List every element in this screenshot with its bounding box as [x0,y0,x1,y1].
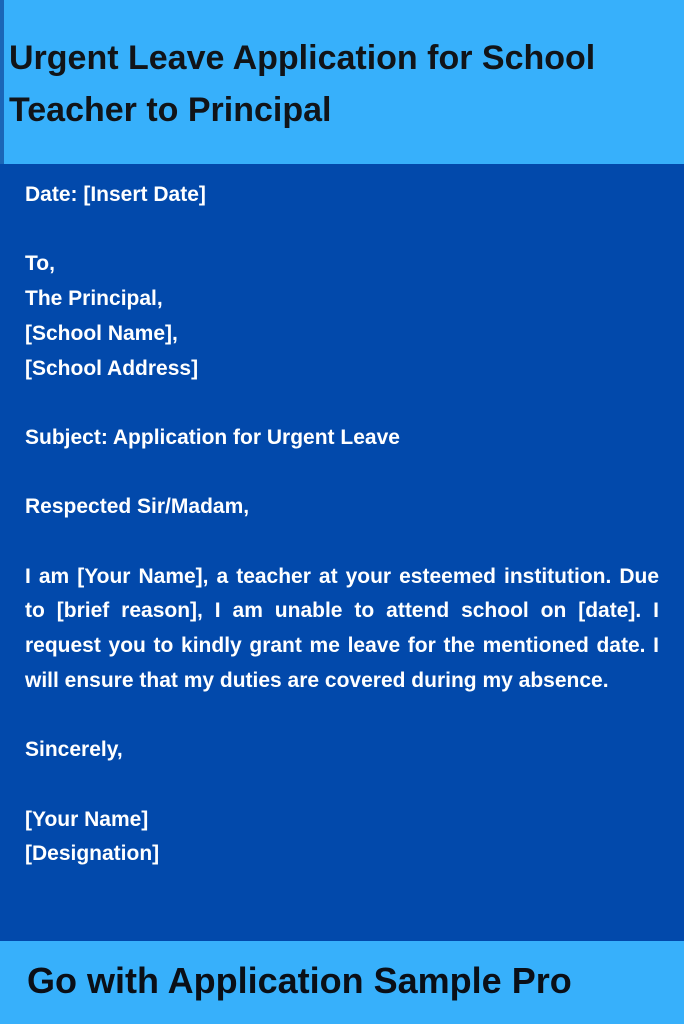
page-title: Urgent Leave Application for School Teacher to Principal [9,39,596,129]
address-to: To, [25,252,55,276]
address-recipient: The Principal, [25,287,163,311]
address-school-address: [School Address] [25,356,199,380]
header-banner [0,0,684,164]
letter-date: Date: [Insert Date] [25,183,206,206]
footer-banner [0,941,684,1024]
address-block [25,247,659,386]
signature-designation: [Designation] [25,842,160,866]
signature-block [25,803,659,872]
letter-salutation: Respected Sir/Madam, [25,495,250,519]
letter-body: I am [Your Name], a teacher at your esteemed institution. Due to [brief reason], I am unable to attend school on [date]. I request you to kindly grant me leave for the mentioned date. I will ensure that my duties are covered during my absence. [25,564,659,692]
letter-subject: Subject: Application for Urgent Leave [25,425,400,449]
footer-text: Go with Application Sample Pro [27,960,572,1001]
letter-closing: Sincerely, [25,738,123,762]
letter-content [25,178,659,872]
letter-panel [0,164,684,941]
address-school-name: [School Name], [25,321,178,345]
signature-name: [Your Name] [25,807,149,831]
